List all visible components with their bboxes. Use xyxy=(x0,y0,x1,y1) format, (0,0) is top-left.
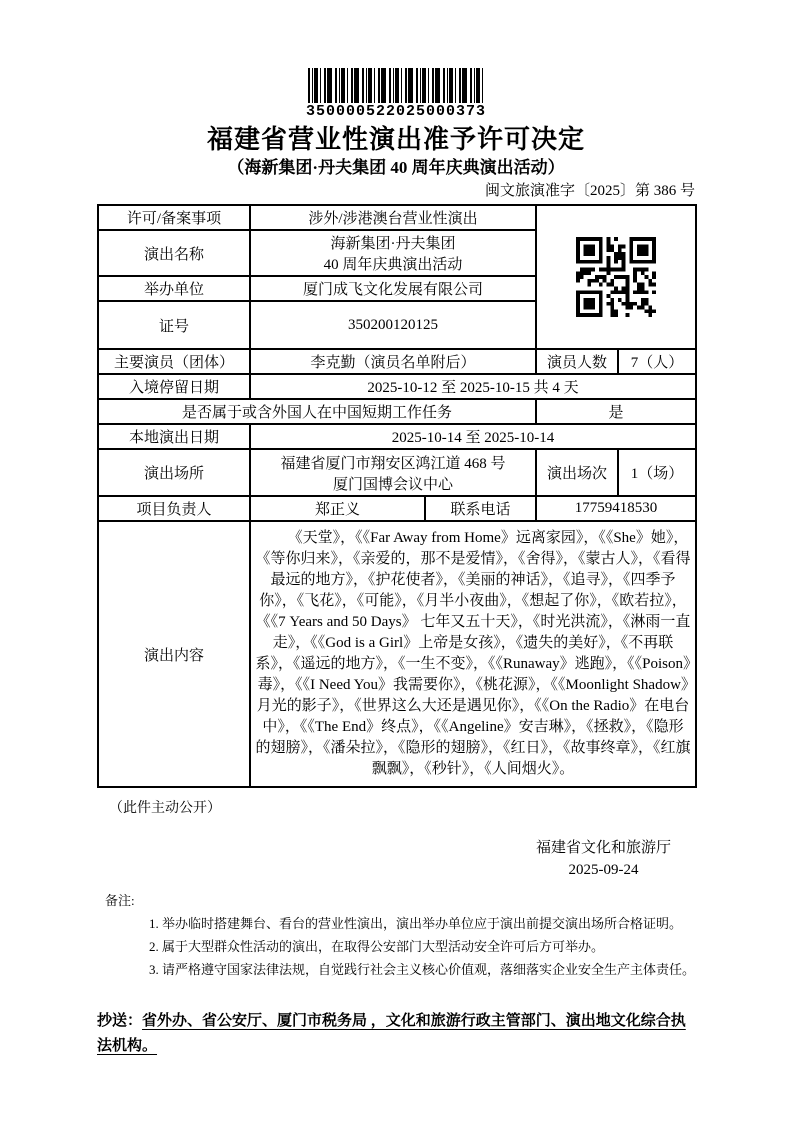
table-row-permit-item xyxy=(98,205,696,230)
table-row-local-dates xyxy=(98,424,696,449)
table-row-entry-stay xyxy=(98,374,696,399)
venue-label: 演出场所 xyxy=(98,449,250,496)
phone-value: 17759418530 xyxy=(536,496,696,521)
barcode-image xyxy=(308,68,484,103)
entry-stay-value: 2025-10-12 至 2025-10-15 共 4 天 xyxy=(250,374,696,399)
notes-section xyxy=(97,889,695,981)
organizer-value: 厦门成飞文化发展有限公司 xyxy=(250,276,536,301)
main-performer-label: 主要演员（团体） xyxy=(98,349,250,374)
cc-section xyxy=(97,1009,695,1059)
performance-name-value xyxy=(250,230,536,276)
organizer-label: 举办单位 xyxy=(98,276,250,301)
note-item-1: 1. 举办临时搭建舞台、看台的营业性演出，演出举办单位应于演出前提交演出场所合格证明。 xyxy=(149,916,683,931)
issuing-agency: 福建省文化和旅游厅 xyxy=(535,840,671,856)
project-manager-value: 郑正义 xyxy=(250,496,425,521)
permit-item-label: 许可/备案事项 xyxy=(98,205,250,230)
page-subtitle: （海新集团·丹夫集团 40 周年庆典演出活动） xyxy=(227,158,565,177)
venue-value xyxy=(250,449,536,496)
phone-label: 联系电话 xyxy=(425,496,536,521)
cc-label: 抄送： xyxy=(97,1013,143,1029)
note-item-3: 3. 请严格遵守国家法律法规，自觉践行社会主义核心价值观，落细落实企业安全生产主体责任。 xyxy=(149,962,696,977)
table-row-content xyxy=(98,521,696,787)
table-row-foreign-work xyxy=(98,399,696,424)
entry-stay-label: 入境停留日期 xyxy=(98,374,250,399)
performance-name-label: 演出名称 xyxy=(98,230,250,276)
issue-date: 2025-09-24 xyxy=(568,862,639,878)
content-cell xyxy=(250,521,696,787)
local-dates-label: 本地演出日期 xyxy=(98,424,250,449)
table-row-main-performer xyxy=(98,349,696,374)
performance-name-line2: 40 周年庆典演出活动 xyxy=(323,257,463,273)
venue-line1: 福建省厦门市翔安区鸿江道 468 号 xyxy=(280,455,506,472)
signature-block xyxy=(97,837,695,881)
permit-item-value: 涉外/涉港澳台营业性演出 xyxy=(250,205,536,230)
cc-value: 省外办、省公安厅、厦门市税务局 ，文化和旅游行政主管部门、演出地文化综合执法机构。 xyxy=(97,1013,686,1054)
sessions-value: 1（场） xyxy=(618,449,696,496)
sessions-label: 演出场次 xyxy=(536,449,618,496)
performer-count-value: 7（人） xyxy=(618,349,696,374)
permit-table xyxy=(97,204,697,788)
page-title: 福建省营业性演出准予许可决定 xyxy=(206,124,585,154)
cert-number-label: 证号 xyxy=(98,301,250,349)
main-performer-value: 李克勤（演员名单附后） xyxy=(250,349,536,374)
notes-label: 备注: xyxy=(105,893,135,908)
content-label: 演出内容 xyxy=(98,521,250,787)
project-manager-label: 项目负责人 xyxy=(98,496,250,521)
foreign-work-label: 是否属于或含外国人在中国短期工作任务 xyxy=(98,399,536,424)
venue-line2: 厦门国博会议中心 xyxy=(333,476,454,493)
performer-count-label: 演员人数 xyxy=(536,349,618,374)
qr-code-icon xyxy=(576,237,656,317)
performance-name-line1: 海新集团·丹夫集团 xyxy=(330,236,456,252)
table-row-project-manager xyxy=(98,496,696,521)
foreign-work-value: 是 xyxy=(536,399,696,424)
note-item-2: 2. 属于大型群众性活动的演出，在取得公安部门大型活动安全许可后方可举办。 xyxy=(149,939,605,954)
content-text: 《天堂》，《《Far Away from Home》远离家园》，《《She》她》，《等你归来》，《亲爱的，那不是爱情》，《舍得》，《蒙古人》，《看得最远的地方》，《护花使者》，《美丽的神话》，《追寻》，《四季予你》，《飞花》，《可能》，《月半小夜曲》，《想起了你》，《欧若拉》，《《7 Years and 50 Days》 七年又五十天》，《时光洪流》，《淋雨一直走》，《《God is a Girl》上帝是女孩》，《遗失的美好》，《不再联系》，《遥远的地方》，《一生不变》，《《Runaway》逃跑》，《《Poison》毒》，《《I Need You》我需要你》，《桃花源》，《《Moonlight Shadow》月光的影子》，《世界这么大还是遇见你》，《《On the Radio》在电台中》，《《The End》终点》，《《Angeline》安吉琳》，《拯救》，《隐形的翅膀》，《潘朵拉》，《隐形的翅膀》，《红日》，《故事终章》，《红旗飘飘》，《秒针》，《人间烟火》。 xyxy=(255,530,691,777)
barcode-number: 350000522025000373 xyxy=(305,103,487,120)
qr-code-cell xyxy=(536,205,696,349)
table-row-venue xyxy=(98,449,696,496)
cert-number-value: 350200120125 xyxy=(250,301,536,349)
public-disclosure-note: （此件主动公开） xyxy=(109,801,221,816)
document-reference-number: 闽文旅演准字〔2025〕第 386 号 xyxy=(484,183,695,199)
local-dates-value: 2025-10-14 至 2025-10-14 xyxy=(250,424,696,449)
